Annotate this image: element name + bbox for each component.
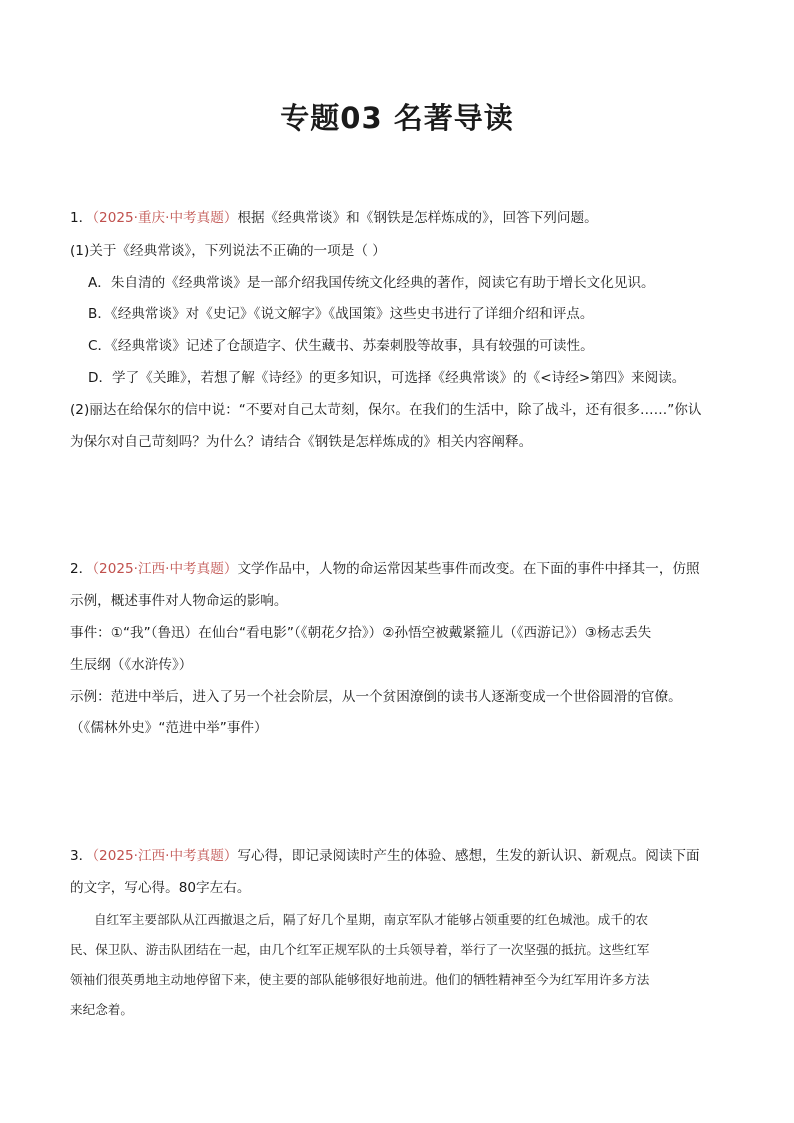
excerpt-line-3: 领袖们很英勇地主动地停留下来，使主要的部队能够很好地前进。他们的牺牲精神至今为红军用许多方法 bbox=[70, 972, 650, 987]
question-3-text: 写心得，即记录阅读时产生的体验、感想，生发的新认识、新观点。阅读下面 bbox=[237, 848, 700, 864]
question-3-stem-line2: 的文字，写心得。80字左右。 bbox=[70, 880, 251, 896]
question-1-stem bbox=[70, 208, 598, 228]
question-2-source: （2025·江西·中考真题） bbox=[92, 561, 238, 577]
option-c: C．《经典常谈》记述了仓颉造字、伏生藏书、苏秦刺股等故事，具有较强的可读性。 bbox=[88, 338, 594, 354]
question-1-number: 1． bbox=[70, 210, 93, 226]
option-d: D．学了《关雎》，若想了解《诗经》的更多知识，可选择《经典常谈》的《<诗经>第四》来阅读。 bbox=[88, 370, 686, 386]
question-2-stem-line2: 示例，概述事件对人物命运的影响。 bbox=[70, 593, 288, 609]
excerpt-line-4: 来纪念着。 bbox=[70, 1002, 133, 1017]
question-3-source: （2025·江西·中考真题） bbox=[92, 848, 238, 864]
question-3-number: 3． bbox=[70, 848, 93, 864]
question-1-sub1: (1)关于《经典常谈》，下列说法不正确的一项是（ ） bbox=[70, 243, 386, 259]
question-2-stem bbox=[70, 559, 700, 579]
question-2-example-line2: （《儒林外史》“范进中举”事件） bbox=[70, 720, 268, 736]
question-1-text: 根据《经典常谈》和《钢铁是怎样炼成的》，回答下列问题。 bbox=[237, 210, 598, 226]
question-2-example-line1: 示例：范进中举后，进入了另一个社会阶层，从一个贫困潦倒的读书人逐渐变成一个世俗圆滑的官僚。 bbox=[70, 689, 682, 705]
question-2-text: 文学作品中，人物的命运常因某些事件而改变。在下面的事件中择其一，仿照 bbox=[237, 561, 700, 577]
option-b: B．《经典常谈》对《史记》《说文解字》《战国策》这些史书进行了详细介绍和评点。 bbox=[88, 306, 594, 322]
excerpt-line-2: 民、保卫队、游击队团结在一起，由几个红军正规军队的士兵领导着，举行了一次坚强的抵抗。这些红军 bbox=[70, 942, 650, 957]
question-1-sub2-line2: 为保尔对自己苛刻吗？为什么？请结合《钢铁是怎样炼成的》相关内容阐释。 bbox=[70, 434, 533, 450]
excerpt-line-1: 自红军主要部队从江西撤退之后，隔了好几个星期，南京军队才能够占领重要的红色城池。成千的农 bbox=[94, 912, 649, 927]
page-title: 专题03 名著导读 bbox=[280, 101, 514, 135]
question-2-number: 2． bbox=[70, 561, 93, 577]
option-a: A．朱自清的《经典常谈》是一部介绍我国传统文化经典的著作，阅读它有助于增长文化见识。 bbox=[88, 275, 655, 291]
question-2-events-line1: 事件：①“我”（鲁迅）在仙台“看电影”（《朝花夕拾》）②孙悟空被戴紧箍儿（《西游记》）③杨志丢失 bbox=[70, 625, 652, 641]
question-3-stem bbox=[70, 846, 700, 866]
question-1-source: （2025·重庆·中考真题） bbox=[92, 210, 238, 226]
question-2-events-line2: 生辰纲（《水浒传》） bbox=[70, 657, 193, 673]
question-1-sub2-line1: (2)丽达在给保尔的信中说：“不要对自己太苛刻，保尔。在我们的生活中，除了战斗，还有很多……”你认 bbox=[70, 402, 702, 418]
